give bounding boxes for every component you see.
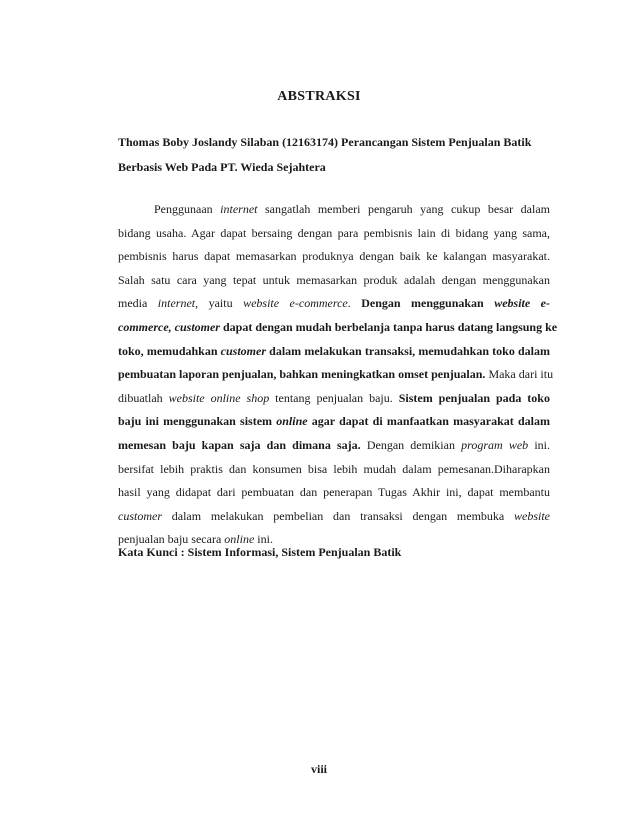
paragraph-line bbox=[118, 273, 550, 287]
text-run: toko, memudahkan bbox=[118, 343, 221, 358]
page-title: ABSTRAKSI bbox=[277, 89, 361, 104]
paragraph-line bbox=[118, 367, 554, 382]
text-run: customer bbox=[220, 343, 267, 358]
text-run: pembisnis harus dapat memasarkan produknya dengan baik ke kalangan masyarakat. bbox=[118, 249, 550, 264]
text-run: commerce, customer bbox=[118, 320, 220, 334]
paragraph-line bbox=[118, 509, 550, 523]
paragraph-line bbox=[118, 226, 550, 240]
text-run: ini. bbox=[254, 532, 273, 547]
text-run: sangatlah memberi pengaruh yang cukup besar dalam bbox=[257, 202, 551, 216]
text-run: website e-commerce bbox=[243, 296, 348, 311]
text-run: . bbox=[347, 296, 362, 311]
paragraph-line bbox=[118, 344, 550, 358]
text-run: Dengan menggunakan bbox=[361, 296, 495, 311]
text-run: website bbox=[514, 508, 550, 523]
keywords: Kata Kunci : Sistem Informasi, Sistem Penjualan Batik bbox=[118, 545, 402, 559]
text-run: internet bbox=[157, 296, 196, 311]
text-run: , yaitu bbox=[195, 296, 244, 311]
text-run: Sistem penjualan pada toko bbox=[398, 390, 550, 405]
text-run: bidang usaha. Agar dapat bersaing dengan para pembisnis lain di bidang yang sama, bbox=[118, 225, 550, 240]
paragraph-line bbox=[118, 438, 550, 452]
text-run: Salah satu cara yang tepat untuk memasarkan produk adalah dengan menggunakan bbox=[118, 272, 550, 287]
text-run: Dengan demikian bbox=[360, 438, 462, 452]
text-run: memesan baju kapan saja dan dimana saja. bbox=[118, 438, 361, 452]
text-run: internet bbox=[220, 202, 258, 216]
paragraph-line bbox=[118, 391, 550, 405]
text-run: media bbox=[118, 296, 158, 311]
paragraph-line bbox=[118, 296, 550, 310]
text-run: tentang penjualan baju. bbox=[269, 390, 399, 405]
text-run: dibuatlah bbox=[118, 390, 169, 405]
paragraph-line bbox=[154, 202, 550, 216]
text-run: dalam melakukan transaksi, memudahkan toko dalam bbox=[266, 343, 551, 358]
paragraph-line bbox=[118, 414, 550, 428]
text-run: ini. bbox=[528, 438, 551, 452]
paragraph-line bbox=[118, 320, 558, 334]
text-run: bersifat lebih praktis dan konsumen bisa lebih mudah dalam pemesanan.Diharapkan bbox=[118, 461, 550, 476]
text-run: agar dapat di manfaatkan masyarakat dalam bbox=[307, 414, 550, 429]
text-run: penjualan baju secara bbox=[118, 532, 225, 547]
text-run: program web bbox=[461, 438, 529, 452]
text-run: dapat dengan mudah berbelanja tanpa harus datang langsung ke bbox=[219, 320, 558, 334]
text-run: customer bbox=[118, 508, 162, 523]
text-run: hasil yang didapat dari pembuatan dan penerapan Tugas Akhir ini, dapat membantu bbox=[118, 485, 550, 500]
text-run: dalam melakukan pembelian dan transaksi dengan membuka bbox=[162, 508, 514, 523]
author-title-line-1: Thomas Boby Joslandy Silaban (12163174) Perancangan Sistem Penjualan Batik bbox=[118, 135, 532, 149]
text-run: online bbox=[276, 414, 308, 429]
author-title-line-2: Berbasis Web Pada PT. Wieda Sejahtera bbox=[118, 160, 326, 174]
text-run: baju ini menggunakan sistem bbox=[118, 414, 277, 429]
text-run: website e- bbox=[494, 296, 550, 311]
paragraph-line bbox=[118, 249, 550, 263]
paragraph-line bbox=[118, 462, 550, 476]
text-run: online bbox=[224, 532, 255, 547]
text-run: Maka dari itu bbox=[485, 367, 554, 382]
text-run: website online shop bbox=[168, 390, 270, 405]
paragraph-line bbox=[118, 485, 550, 499]
page-number: viii bbox=[310, 762, 327, 776]
text-run: pembuatan laporan penjualan, bahkan meningkatkan omset penjualan. bbox=[118, 367, 486, 382]
text-run: Penggunaan bbox=[154, 202, 221, 216]
